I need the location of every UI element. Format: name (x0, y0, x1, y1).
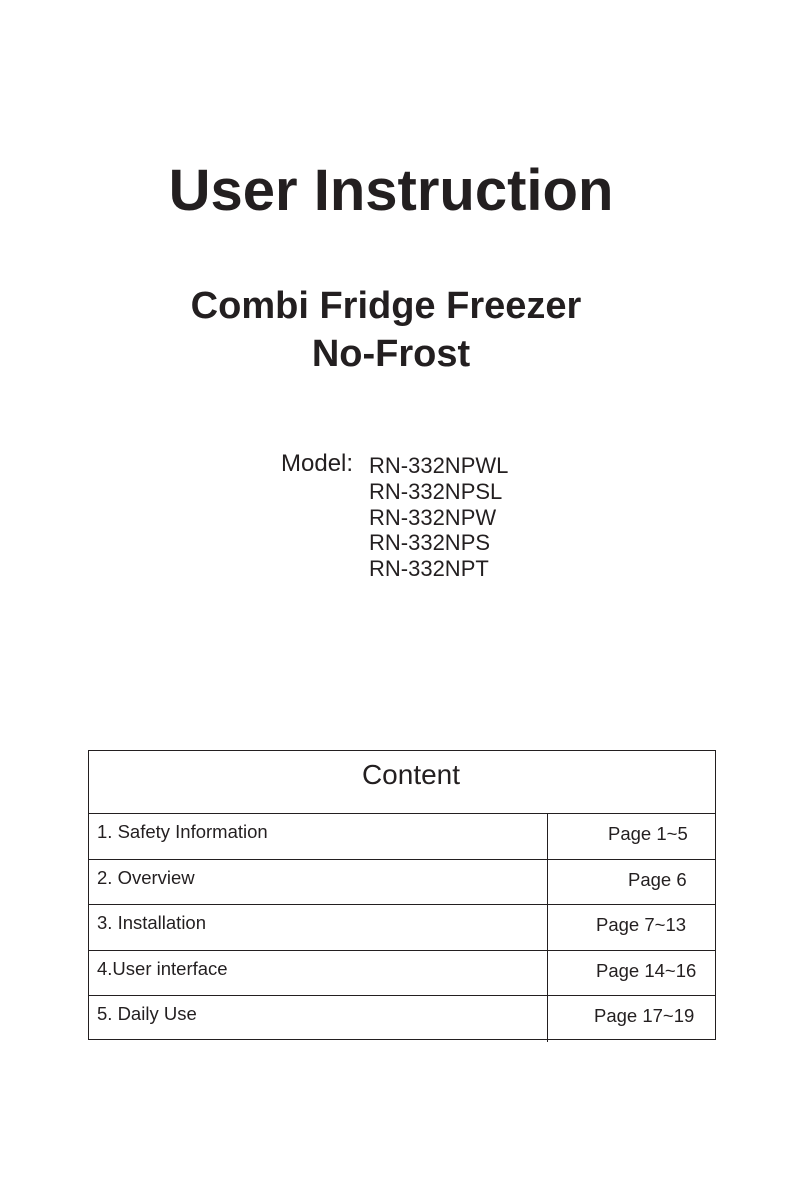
contents-page-range: Page 6 (628, 868, 687, 890)
model-item: RN-332NPSL (369, 478, 503, 504)
contents-row-daily-use (89, 996, 715, 1042)
contents-row-installation (89, 905, 715, 951)
contents-heading: Content (89, 751, 715, 814)
contents-section-label: 4.User interface (97, 957, 228, 979)
model-item: RN-332NPWL (369, 453, 509, 478)
contents-row-safety (89, 814, 715, 860)
contents-page-cell (547, 860, 716, 905)
model-item: RN-332NPT (369, 556, 489, 582)
product-feature: No-Frost (311, 333, 471, 375)
product-name: Combi Fridge Freezer (190, 285, 582, 327)
contents-page-range: Page 17~19 (594, 1005, 695, 1026)
model-item: RN-332NPS (369, 530, 491, 556)
model-label: Model: (281, 450, 354, 477)
contents-page-cell (547, 996, 716, 1042)
contents-page-cell (547, 951, 716, 996)
contents-table (88, 750, 716, 1040)
contents-section-label: 2. Overview (97, 866, 195, 888)
contents-page-range: Page 14~16 (596, 959, 697, 981)
document-title: User Instruction (168, 158, 614, 223)
contents-row-user-interface (89, 951, 715, 997)
contents-page-range: Page 7~13 (596, 914, 687, 935)
model-list (369, 453, 508, 582)
contents-page-range: Page 1~5 (608, 823, 688, 844)
contents-page-cell (547, 814, 716, 859)
contents-section-label: 5. Daily Use (97, 1003, 197, 1024)
contents-page-cell (547, 905, 716, 950)
contents-row-overview (89, 860, 715, 906)
model-item: RN-332NPW (369, 504, 497, 530)
contents-section-label: 3. Installation (97, 912, 207, 933)
contents-section-label: 1. Safety Information (97, 821, 268, 842)
